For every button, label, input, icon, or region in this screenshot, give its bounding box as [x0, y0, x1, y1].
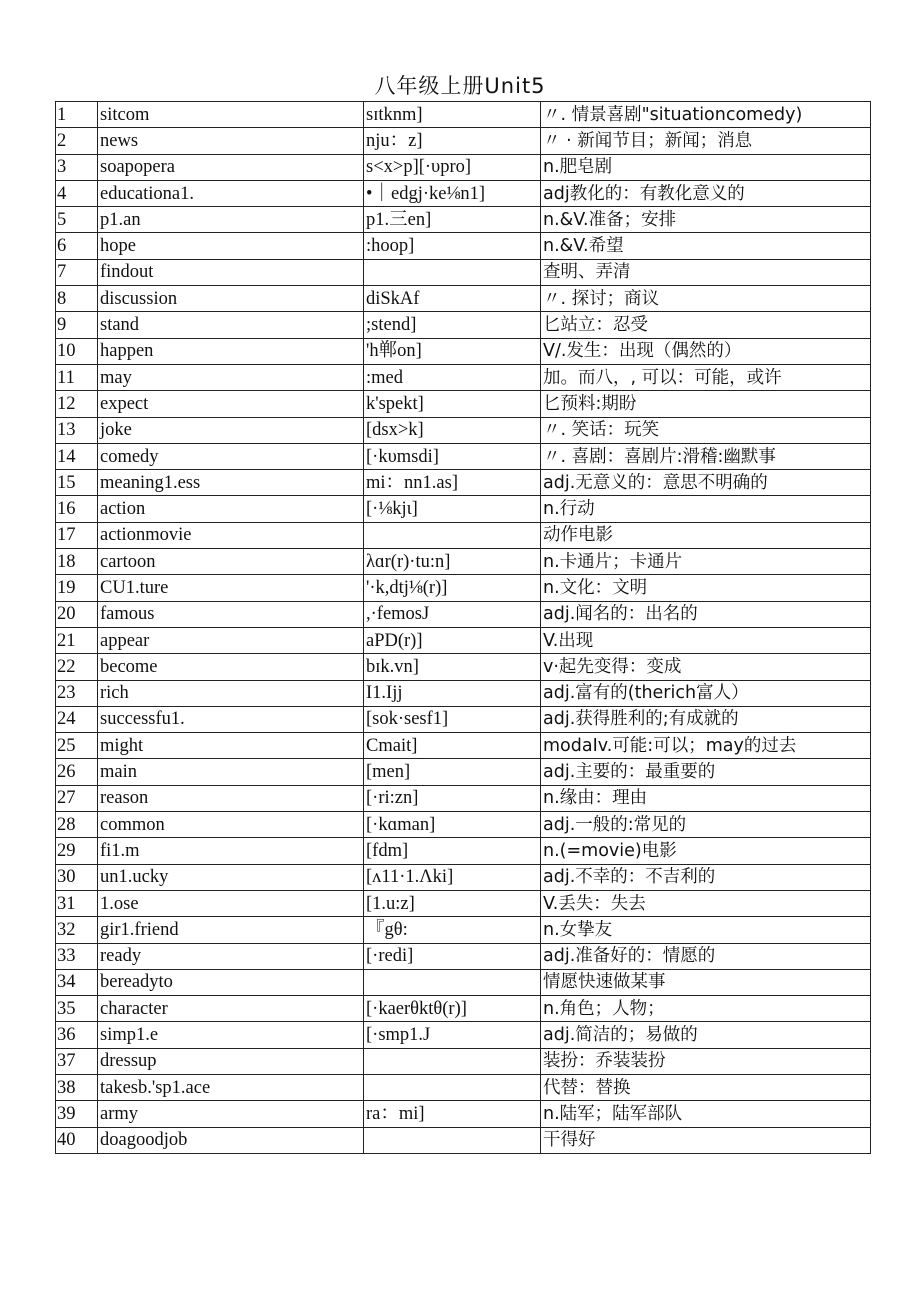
- phonetic-cell: s<x>p][·υpro]: [364, 154, 541, 180]
- meaning-cell: n.文化：文明: [541, 575, 871, 601]
- meaning-cell: 〃 · 新闻节目；新闻；消息: [541, 128, 871, 154]
- meaning-cell: n.陆军；陆军部队: [541, 1101, 871, 1127]
- word-cell: soapopera: [98, 154, 364, 180]
- meaning-cell: 装扮：乔装装扮: [541, 1048, 871, 1074]
- word-cell: discussion: [98, 286, 364, 312]
- meaning-cell: 〃. 喜剧：喜剧片:滑稽:幽默事: [541, 443, 871, 469]
- phonetic-cell: [dsx>k]: [364, 417, 541, 443]
- word-cell: common: [98, 812, 364, 838]
- word-cell: ready: [98, 943, 364, 969]
- page-title: 八年级上册Unit5: [374, 74, 546, 98]
- phonetic-cell: nju：z]: [364, 128, 541, 154]
- row-number: 21: [56, 627, 98, 653]
- word-cell: 1.ose: [98, 890, 364, 916]
- row-number: 5: [56, 207, 98, 233]
- row-number: 27: [56, 785, 98, 811]
- phonetic-cell: [364, 522, 541, 548]
- phonetic-cell: aPD(r)]: [364, 627, 541, 653]
- meaning-cell: adj.准备好的：情愿的: [541, 943, 871, 969]
- word-cell: stand: [98, 312, 364, 338]
- phonetic-cell: ra：mi]: [364, 1101, 541, 1127]
- word-cell: findout: [98, 259, 364, 285]
- table-row: [56, 1048, 871, 1074]
- phonetic-cell: bɪk.vn]: [364, 654, 541, 680]
- meaning-cell: 情愿快速做某事: [541, 969, 871, 995]
- table-row: [56, 443, 871, 469]
- phonetic-cell: Cmait]: [364, 733, 541, 759]
- table-row: [56, 1022, 871, 1048]
- table-row: [56, 1074, 871, 1100]
- row-number: 8: [56, 286, 98, 312]
- table-row: [56, 759, 871, 785]
- phonetic-cell: diSkAf: [364, 286, 541, 312]
- phonetic-cell: p1.三en]: [364, 207, 541, 233]
- phonetic-cell: 'h郸on]: [364, 338, 541, 364]
- row-number: 2: [56, 128, 98, 154]
- word-cell: cartoon: [98, 549, 364, 575]
- table-row: [56, 102, 871, 128]
- row-number: 38: [56, 1074, 98, 1100]
- meaning-cell: V/.发生：出现（偶然的）: [541, 338, 871, 364]
- phonetic-cell: :hoop]: [364, 233, 541, 259]
- word-cell: p1.an: [98, 207, 364, 233]
- phonetic-cell: [ʌ11·1.Λki]: [364, 864, 541, 890]
- table-row: [56, 417, 871, 443]
- table-row: [56, 917, 871, 943]
- table-row: [56, 312, 871, 338]
- table-row: [56, 154, 871, 180]
- word-cell: simp1.e: [98, 1022, 364, 1048]
- word-cell: dressup: [98, 1048, 364, 1074]
- meaning-cell: adj.主要的：最重要的: [541, 759, 871, 785]
- row-number: 34: [56, 969, 98, 995]
- table-row: [56, 838, 871, 864]
- word-cell: fi1.m: [98, 838, 364, 864]
- word-cell: sitcom: [98, 102, 364, 128]
- table-row: [56, 575, 871, 601]
- row-number: 23: [56, 680, 98, 706]
- meaning-cell: adj.一般的:常见的: [541, 812, 871, 838]
- word-cell: character: [98, 996, 364, 1022]
- phonetic-cell: [·kɑman]: [364, 812, 541, 838]
- word-cell: hope: [98, 233, 364, 259]
- row-number: 15: [56, 470, 98, 496]
- meaning-cell: n.行动: [541, 496, 871, 522]
- row-number: 10: [56, 338, 98, 364]
- meaning-cell: 匕站立：忍受: [541, 312, 871, 338]
- table-row: [56, 680, 871, 706]
- meaning-cell: V.丢失：失去: [541, 890, 871, 916]
- word-cell: successfu1.: [98, 706, 364, 732]
- word-cell: main: [98, 759, 364, 785]
- table-row: [56, 1101, 871, 1127]
- meaning-cell: n.(=movie)电影: [541, 838, 871, 864]
- table-row: [56, 391, 871, 417]
- phonetic-cell: sɪtknm]: [364, 102, 541, 128]
- meaning-cell: v·起先变得：变成: [541, 654, 871, 680]
- meaning-cell: n.女挚友: [541, 917, 871, 943]
- meaning-cell: 〃. 笑话：玩笑: [541, 417, 871, 443]
- meaning-cell: modaIv.可能:可以；may的过去: [541, 733, 871, 759]
- table-row: [56, 812, 871, 838]
- meaning-cell: adj.闻名的：出名的: [541, 601, 871, 627]
- meaning-cell: n.肥皂剧: [541, 154, 871, 180]
- word-cell: become: [98, 654, 364, 680]
- table-row: [56, 864, 871, 890]
- phonetic-cell: [364, 1074, 541, 1100]
- word-cell: action: [98, 496, 364, 522]
- word-cell: actionmovie: [98, 522, 364, 548]
- meaning-cell: n.&V.希望: [541, 233, 871, 259]
- table-row: [56, 128, 871, 154]
- vocabulary-table: [55, 101, 871, 1154]
- table-row: [56, 627, 871, 653]
- meaning-cell: adj.无意义的：意思不明确的: [541, 470, 871, 496]
- phonetic-cell: [364, 1127, 541, 1153]
- word-cell: CU1.ture: [98, 575, 364, 601]
- row-number: 16: [56, 496, 98, 522]
- table-row: [56, 654, 871, 680]
- word-cell: army: [98, 1101, 364, 1127]
- table-row: [56, 286, 871, 312]
- word-cell: might: [98, 733, 364, 759]
- phonetic-cell: mi：nn1.as]: [364, 470, 541, 496]
- word-cell: bereadyto: [98, 969, 364, 995]
- row-number: 13: [56, 417, 98, 443]
- row-number: 9: [56, 312, 98, 338]
- row-number: 39: [56, 1101, 98, 1127]
- phonetic-cell: [364, 259, 541, 285]
- table-row: [56, 996, 871, 1022]
- row-number: 11: [56, 364, 98, 390]
- phonetic-cell: [·⅛kjι]: [364, 496, 541, 522]
- word-cell: may: [98, 364, 364, 390]
- word-cell: appear: [98, 627, 364, 653]
- table-row: [56, 338, 871, 364]
- row-number: 4: [56, 180, 98, 206]
- phonetic-cell: [·redi]: [364, 943, 541, 969]
- phonetic-cell: '·k,dtj⅛(r)]: [364, 575, 541, 601]
- phonetic-cell: •｜edgj·ke⅛n1]: [364, 180, 541, 206]
- row-number: 14: [56, 443, 98, 469]
- table-row: [56, 233, 871, 259]
- word-cell: takesb.'sp1.ace: [98, 1074, 364, 1100]
- meaning-cell: n.卡通片；卡通片: [541, 549, 871, 575]
- phonetic-cell: [1.u:z]: [364, 890, 541, 916]
- row-number: 1: [56, 102, 98, 128]
- word-cell: expect: [98, 391, 364, 417]
- word-cell: meaning1.ess: [98, 470, 364, 496]
- table-row: [56, 522, 871, 548]
- row-number: 12: [56, 391, 98, 417]
- meaning-cell: 动作电影: [541, 522, 871, 548]
- meaning-cell: 匕预料:期盼: [541, 391, 871, 417]
- word-cell: doagoodjob: [98, 1127, 364, 1153]
- meaning-cell: 〃. 情景喜剧"situationcomedy): [541, 102, 871, 128]
- phonetic-cell: [·kυmsdi]: [364, 443, 541, 469]
- meaning-cell: adj.不幸的：不吉利的: [541, 864, 871, 890]
- word-cell: gir1.friend: [98, 917, 364, 943]
- word-cell: educationa1.: [98, 180, 364, 206]
- meaning-cell: adj.简洁的；易做的: [541, 1022, 871, 1048]
- meaning-cell: n.缘由：理由: [541, 785, 871, 811]
- phonetic-cell: [364, 1048, 541, 1074]
- row-number: 35: [56, 996, 98, 1022]
- word-cell: famous: [98, 601, 364, 627]
- table-row: [56, 207, 871, 233]
- table-row: [56, 601, 871, 627]
- phonetic-cell: [·ri:zn]: [364, 785, 541, 811]
- table-row: [56, 259, 871, 285]
- row-number: 31: [56, 890, 98, 916]
- meaning-cell: 〃. 探讨；商议: [541, 286, 871, 312]
- word-cell: reason: [98, 785, 364, 811]
- row-number: 29: [56, 838, 98, 864]
- word-cell: news: [98, 128, 364, 154]
- row-number: 19: [56, 575, 98, 601]
- meaning-cell: adj.富有的(therich富人）: [541, 680, 871, 706]
- phonetic-cell: k'spekt]: [364, 391, 541, 417]
- row-number: 6: [56, 233, 98, 259]
- word-cell: happen: [98, 338, 364, 364]
- row-number: 32: [56, 917, 98, 943]
- table-row: [56, 180, 871, 206]
- row-number: 40: [56, 1127, 98, 1153]
- row-number: 3: [56, 154, 98, 180]
- meaning-cell: 查明、弄清: [541, 259, 871, 285]
- row-number: 28: [56, 812, 98, 838]
- table-row: [56, 496, 871, 522]
- phonetic-cell: ,·femosJ: [364, 601, 541, 627]
- phonetic-cell: 『gθ:: [364, 917, 541, 943]
- phonetic-cell: [364, 969, 541, 995]
- row-number: 25: [56, 733, 98, 759]
- row-number: 37: [56, 1048, 98, 1074]
- phonetic-cell: [·smp1.J: [364, 1022, 541, 1048]
- table-row: [56, 943, 871, 969]
- row-number: 33: [56, 943, 98, 969]
- meaning-cell: 代替：替换: [541, 1074, 871, 1100]
- word-cell: un1.ucky: [98, 864, 364, 890]
- table-row: [56, 969, 871, 995]
- word-cell: comedy: [98, 443, 364, 469]
- phonetic-cell: [sok·sesf1]: [364, 706, 541, 732]
- phonetic-cell: ;stend]: [364, 312, 541, 338]
- row-number: 7: [56, 259, 98, 285]
- row-number: 26: [56, 759, 98, 785]
- table-row: [56, 1127, 871, 1153]
- row-number: 30: [56, 864, 98, 890]
- phonetic-cell: λɑr(r)·tu:n]: [364, 549, 541, 575]
- phonetic-cell: [fdm]: [364, 838, 541, 864]
- table-row: [56, 706, 871, 732]
- table-row: [56, 470, 871, 496]
- meaning-cell: 加。而八，, 可以：可能，或许: [541, 364, 871, 390]
- word-cell: joke: [98, 417, 364, 443]
- row-number: 20: [56, 601, 98, 627]
- table-row: [56, 733, 871, 759]
- phonetic-cell: [men]: [364, 759, 541, 785]
- meaning-cell: adj.获得胜利的;有成就的: [541, 706, 871, 732]
- row-number: 22: [56, 654, 98, 680]
- meaning-cell: n.角色；人物；: [541, 996, 871, 1022]
- vocabulary-table-body: [56, 102, 871, 1154]
- table-row: [56, 785, 871, 811]
- row-number: 17: [56, 522, 98, 548]
- meaning-cell: adj教化的：有教化意义的: [541, 180, 871, 206]
- word-cell: rich: [98, 680, 364, 706]
- phonetic-cell: I1.Ijj: [364, 680, 541, 706]
- row-number: 24: [56, 706, 98, 732]
- phonetic-cell: [·kaerθktθ(r)]: [364, 996, 541, 1022]
- meaning-cell: V.出现: [541, 627, 871, 653]
- table-row: [56, 549, 871, 575]
- row-number: 18: [56, 549, 98, 575]
- row-number: 36: [56, 1022, 98, 1048]
- phonetic-cell: :med: [364, 364, 541, 390]
- table-row: [56, 364, 871, 390]
- meaning-cell: 干得好: [541, 1127, 871, 1153]
- table-row: [56, 890, 871, 916]
- meaning-cell: n.&V.准备；安排: [541, 207, 871, 233]
